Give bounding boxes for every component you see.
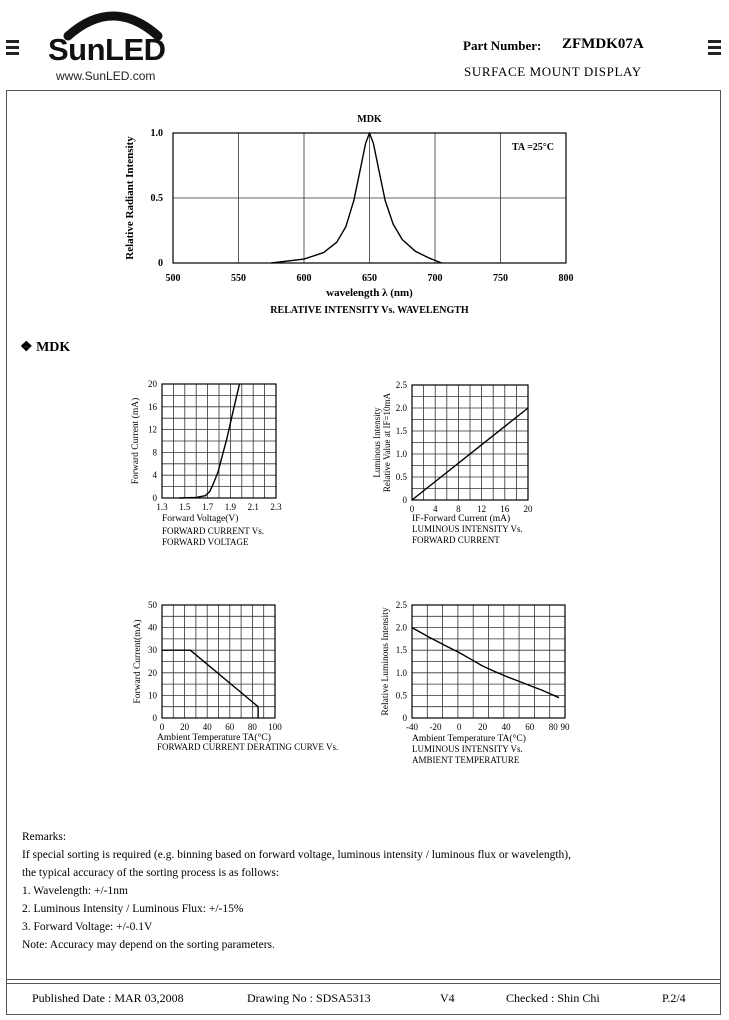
x-axis-label: Ambient Temperature TA(°C) [157,733,271,743]
y-tick-label: 0.5 [150,193,163,204]
x-tick-label: 500 [165,273,181,284]
x-tick-label: 1.5 [179,502,191,512]
x-tick-label: 600 [296,273,312,284]
version: V4 [440,991,455,1005]
x-tick-label: 0 [456,722,462,732]
page-number: P.2/4 [662,991,686,1005]
drawing-number: Drawing No : SDSA5313 [247,991,371,1005]
y-tick-label: 40 [148,622,157,633]
x-tick-label: 40 [501,722,511,732]
y-axis-label: Relative Radiant Intensity [124,136,136,260]
y-tick-label: 0 [152,493,157,503]
x-tick-label: 1.3 [156,502,168,512]
published-date: Published Date : MAR 03,2008 [32,991,184,1005]
x-tick-label: 60 [225,722,235,732]
x-tick-label: 700 [427,273,443,284]
x-tick-label: 1.7 [201,502,214,512]
x-tick-label: 80 [548,722,558,732]
chart-caption-line2: AMBIENT TEMPERATURE [412,755,520,765]
x-tick-label: 800 [558,273,574,284]
chart-caption: RELATIVE INTENSITY Vs. WAVELENGTH [270,305,469,316]
x-tick-label: 0 [159,722,165,732]
chart-caption-line1: FORWARD CURRENT DERATING CURVE Vs. [157,742,339,752]
chart-annotation: TA =25°C [511,142,554,153]
x-tick-label: 650 [362,273,377,284]
y-tick-label: 0.5 [395,472,407,482]
remarks-line: 2. Luminous Intensity / Luminous Flux: +/-15% [22,903,244,915]
series-line [412,628,559,698]
x-tick-label: 8 [456,504,461,514]
product-description: SURFACE MOUNT DISPLAY [464,64,642,79]
y-tick-label: 4 [152,470,157,481]
website-link[interactable]: www.SunLED.com [56,69,156,83]
y-tick-label: 2.0 [395,403,407,413]
remarks-line: the typical accuracy of the sorting process is as follows: [22,867,280,879]
y-tick-label: 0 [152,713,157,723]
remarks-note: Note: Accuracy may depend on the sorting parameters. [22,939,275,951]
x-tick-label: 12 [477,504,487,514]
y-axis-label: Relative Luminous Intensity [381,607,391,716]
x-tick-label: -40 [406,722,418,732]
x-tick-label: 100 [268,722,282,732]
y-tick-label: 0 [402,495,407,505]
x-tick-label: 2.1 [247,502,259,512]
x-tick-label: 4 [432,504,438,514]
y-axis-label: Forward Current(mA) [133,619,143,704]
y-tick-label: 2.5 [395,380,407,390]
x-tick-label: 20 [180,722,190,732]
y-tick-label: 12 [148,424,157,435]
y-tick-label: 1.0 [395,667,407,678]
remarks-line: If special sorting is required (e.g. binning based on forward voltage, luminous intensity / luminous flux or wavelength), [22,849,572,861]
x-tick-label: 750 [493,273,508,284]
chart-caption-line2: FORWARD CURRENT [412,535,500,545]
y-tick-label: 1.0 [150,128,163,139]
y-tick-label: 8 [152,447,157,458]
x-tick-label: -20 [429,722,442,732]
remarks-block [22,828,702,954]
x-tick-label: 0 [409,504,415,514]
part-number-label: Part Number: [463,38,542,53]
part-number: ZFMDK07A [562,36,644,52]
x-tick-label: 550 [231,273,246,284]
x-tick-label: 1.9 [224,502,237,512]
section-header [20,339,70,356]
checked-by: Checked : Shin Chi [506,991,600,1005]
chart-caption-line2: FORWARD VOLTAGE [162,537,249,547]
y-tick-label: 2.5 [395,600,407,610]
x-tick-label: 40 [202,722,212,732]
chart-caption-line1: LUMINOUS INTENSITY Vs. [412,524,523,534]
y-tick-label: 1.5 [395,426,407,436]
chart-caption-line1: FORWARD CURRENT Vs. [162,526,264,536]
chart-caption-line1: LUMINOUS INTENSITY Vs. [412,744,523,754]
remarks-line: 1. Wavelength: +/-1nm [22,885,128,897]
x-tick-label: 2.3 [270,502,282,512]
x-axis-label: Ambient Temperature TA(°C) [412,734,526,744]
x-axis-label: IF-Forward Current (mA) [412,514,511,524]
y-axis-label: Forward Current (mA) [131,397,141,485]
y-tick-label: 2.0 [395,622,407,633]
x-axis-label: Forward Voltage(V) [162,514,239,524]
y-tick-label: 20 [148,379,157,389]
chart-title: MDK [357,114,382,125]
section-title: MDK [36,340,71,355]
y-tick-label: 30 [148,645,157,656]
logo: SunLED [48,32,166,67]
x-tick-label: 90 [560,722,570,732]
y-tick-label: 16 [148,401,157,412]
remarks-line: 3. Forward Voltage: +/-0.1V [22,921,153,933]
y-tick-label: 1.0 [395,449,407,459]
y-axis-label: Luminous Intensity [372,407,382,478]
x-tick-label: 16 [500,504,510,514]
y-tick-label: 0.5 [395,690,407,701]
y-tick-label: 20 [148,667,157,678]
y-tick-label: 0 [402,713,407,723]
x-tick-label: 80 [247,722,257,732]
y-tick-label: 10 [148,690,157,701]
x-axis-label: wavelength λ (nm) [326,287,413,299]
y-tick-label: 1.5 [395,645,407,656]
x-tick-label: 20 [523,504,533,514]
x-tick-label: 20 [478,722,488,732]
y-tick-label: 50 [148,600,157,610]
y-tick-label: 0 [158,258,163,269]
y-axis-label: Relative Value at IF=10mA [382,392,392,493]
x-tick-label: 60 [525,722,535,732]
remarks-heading: Remarks: [22,831,67,843]
diamond-bullet-icon: ❖ [20,340,33,355]
